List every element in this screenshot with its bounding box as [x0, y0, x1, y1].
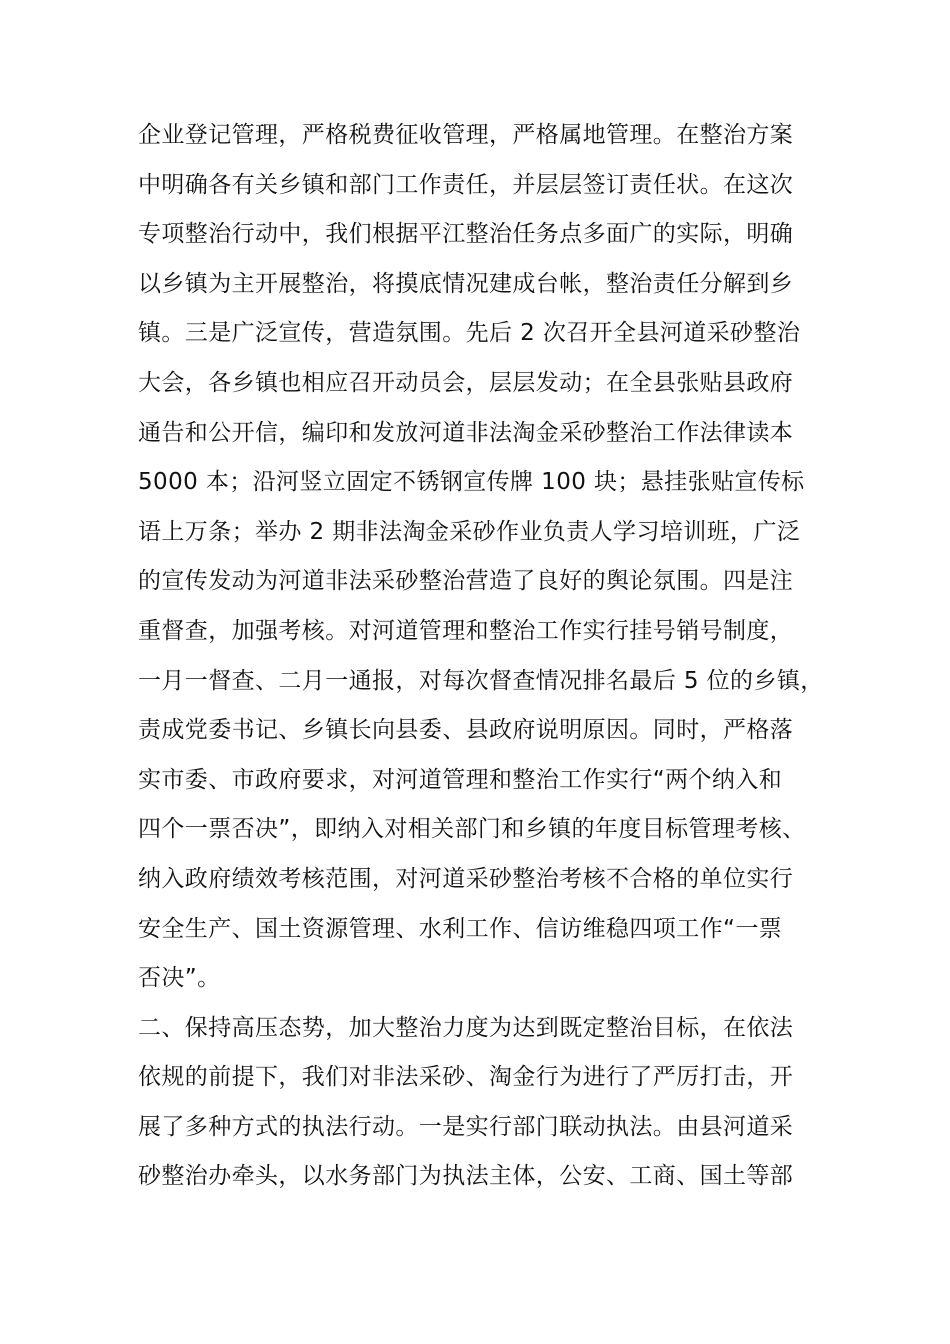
- text-line: 通告和公开信，编印和发放河道非法淘金采砂整治工作法律读本: [138, 419, 794, 446]
- text-line: 以乡镇为主开展整治，将摸底情况建成台帐，整治责任分解到乡: [138, 270, 794, 297]
- text-line: 展了多种方式的执法行动。一是实行部门联动执法。由县河道采: [138, 1113, 794, 1140]
- text-line: 四个一票否决”，即纳入对相关部门和乡镇的年度目标管理考核、: [138, 816, 806, 843]
- text-line: 企业登记管理，严格税费征收管理，严格属地管理。在整治方案: [138, 122, 794, 148]
- text-line: 5000 本；沿河竖立固定不锈钢宣传牌 100 块；悬挂张贴宣传标: [138, 469, 805, 496]
- text-line: 语上万条；举办 2 期非法淘金采砂作业负责人学习培训班，广泛: [138, 518, 801, 545]
- text-line: 依规的前提下，我们对非法采砂、淘金行为进行了严厉打击，开: [138, 1064, 794, 1091]
- text-line: 一月一督查、二月一通报，对每次督查情况排名最后 5 位的乡镇，: [138, 667, 824, 694]
- text-line: 否决”。: [138, 965, 221, 992]
- text-line: 镇。三是广泛宣传，营造氛围。先后 2 次召开全县河道采砂整治: [138, 320, 801, 347]
- text-line: 重督查，加强考核。对河道管理和整治工作实行挂号销号制度，: [138, 617, 794, 644]
- text-line: 安全生产、国土资源管理、水利工作、信访维稳四项工作“一票: [138, 915, 783, 942]
- text-line: 的宣传发动为河道非法采砂整治营造了良好的舆论氛围。四是注: [138, 568, 794, 595]
- body-text: [138, 111, 824, 1202]
- text-line: 砂整治办牵头，以水务部门为执法主体，公安、工商、国土等部: [138, 1163, 794, 1190]
- text-line: 纳入政府绩效考核范围，对河道采砂整治考核不合格的单位实行: [138, 865, 794, 892]
- section-heading-line: 二、保持高压态势，加大整治力度为达到既定整治目标，在依法: [138, 1014, 794, 1041]
- text-line: 专项整治行动中，我们根据平江整治任务点多面广的实际，明确: [138, 221, 794, 248]
- text-line: 中明确各有关乡镇和部门工作责任，并层层签订责任状。在这次: [138, 171, 794, 198]
- text-line: 大会，各乡镇也相应召开动员会，层层发动；在全县张贴县政府: [138, 369, 794, 396]
- text-line: 责成党委书记、乡镇长向县委、县政府说明原因。同时，严格落: [138, 717, 794, 744]
- text-line: 实市委、市政府要求，对河道管理和整治工作实行“两个纳入和: [138, 766, 783, 793]
